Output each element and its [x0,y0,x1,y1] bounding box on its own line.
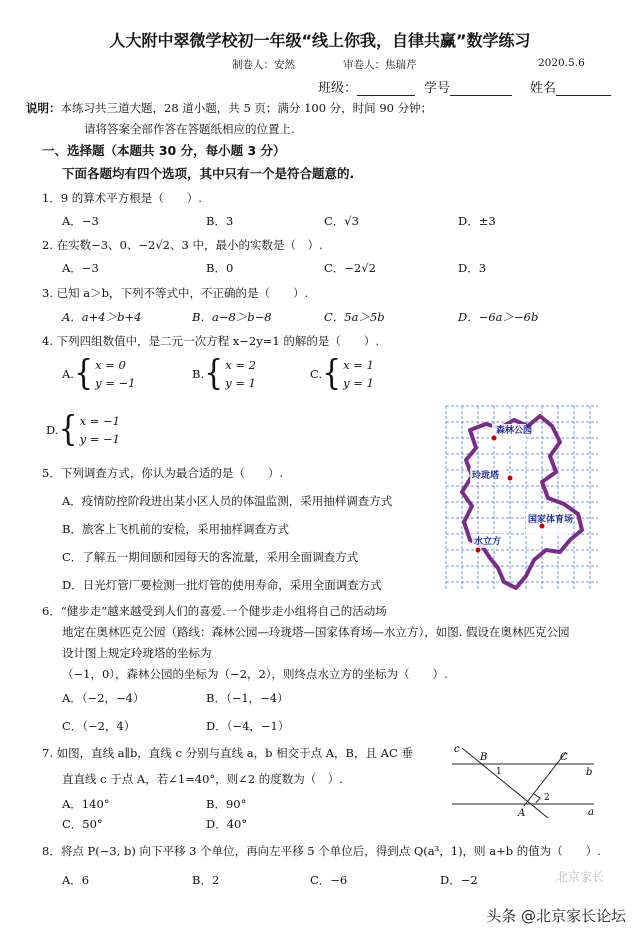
label-b: b [586,767,593,778]
id-blank [450,83,512,96]
name-label: 姓名 [530,81,557,96]
line-c [462,748,548,818]
name-blank [556,83,611,96]
id-field [424,77,512,96]
q4-option-a: A. { x = 0 y = −1 [62,353,136,394]
question-7-stem-line2: 直直线 c 于点 A，若∠1=40°，则∠2 的度数为（ ）. [62,772,343,786]
id-label: 学号 [424,81,451,96]
class-field [318,77,415,96]
label-A: A [518,808,526,818]
forest-park-marker [492,436,497,441]
q8-option-b: B．2 [192,873,220,887]
q5-option-a: A．疫情防控阶段进出某小区人员的体温监测，采用抽样调查方式 [62,494,393,508]
water-cube-marker [476,548,481,553]
q8-option-d: D．−2 [440,873,478,887]
q1-option-b: B．3 [206,214,234,228]
name-field [530,77,611,96]
q8-option-a: A．6 [62,873,90,887]
class-label: 班级： [318,81,358,96]
q7-option-b: B．90° [206,797,247,811]
question-7-stem-line1: 7. 如图，直线 a∥b，直线 c 分别与直线 a，b 相交于点 A，B，且 AC 垂 [42,746,413,760]
q5-option-d: D．日光灯管厂要检测一批灯管的使用寿命，采用全面调查方式 [62,578,382,592]
label-c: c [454,744,460,755]
q6-option-b: B．（−1，−4） [206,691,289,705]
q1-option-d: D．±3 [458,214,496,228]
question-8-stem: 8．将点 P(−3, b) 向下平移 3 个单位，再向左平移 5 个单位后，得到点 Q(a³，1)，则 a+b 的值为（ ）. [42,844,601,858]
parallel-lines-figure [448,742,598,818]
label-a: a [588,807,594,818]
q7-option-d: D．40° [206,817,248,831]
watermark: 头条 @北京家长论坛 [486,907,626,925]
question-6-stem-line3: 设计图上规定玲珑塔的坐标为 [62,646,212,660]
question-1-stem: 1．9 的算术平方根是（ ）. [42,191,202,205]
q3-option-a: A．a+4＞b+4 [62,310,142,324]
label-C: C [560,752,568,763]
class-blank [357,83,415,96]
q7-option-c: C．50° [62,817,103,831]
notes-label: 说明： [26,101,61,115]
notes-line2: 请将答案全部作答在答题纸相应的位置上. [84,122,295,136]
tower-label: 玲珑塔 [472,471,500,481]
question-5-stem: 5．下列调查方式，你认为最合适的是（ ）. [42,466,283,480]
question-2-stem: 2. 在实数−3、0、−2√2、3 中，最小的实数是（ ）. [42,238,323,252]
question-4-stem: 4. 下列四组数值中，是二元一次方程 x−2y=1 的解的是（ ）. [42,334,379,348]
question-3-stem: 3. 已知 a＞b，下列不等式中，不正确的是（ ）. [42,286,309,300]
q6-option-a: A．（−2，−4） [62,691,145,705]
faded-corner-mark: 北京家长 [556,870,605,884]
q7-option-a: A．140° [62,797,110,811]
water-cube-label: 水立方 [474,537,502,547]
question-6-stem-line2: 地定在奥林匹克公园（路线：森林公园—玲珑塔—国家体育场—水立方），如图. 假设在奥林匹克公园 [62,625,570,639]
q3-option-b: B．a−8＞b−8 [192,310,272,324]
q2-option-d: D．3 [458,261,487,275]
reviewer-text: 审卷人：焦瑞芹 [343,59,417,71]
date-text: 2020.5.6 [538,57,585,69]
q6-option-d: D．（−4，−1） [206,719,290,733]
q1-option-a: A．−3 [62,214,99,228]
q2-option-c: C．−2√2 [324,261,376,275]
q8-option-c: C．−6 [310,873,348,887]
brace-icon: { [58,409,78,450]
section-instruction: 下面各题均有四个选项，其中只有一个是符合题意的. [62,166,355,181]
q3-option-c: C．5a＞5b [324,310,385,324]
question-6-stem-line4: （−1，0），森林公园的坐标为（−2，2），则终点水立方的坐标为（ ）. [62,667,448,681]
q4-option-d: D. { x = −1 y = −1 [46,409,120,450]
q4-option-c: C. { x = 1 y = 1 [310,353,374,394]
park-map-figure [442,402,602,594]
stadium-label: 国家体育场 [528,515,574,525]
section-heading: 一、选择题（本题共 30 分，每小题 3 分） [42,143,286,158]
brace-icon: { [322,353,342,394]
notes-line1: 说明：本练习共三道大题，28 道小题，共 5 页；满分 100 分，时间 90 分钟； [26,101,433,115]
brace-icon: { [204,353,224,394]
maker-text: 制卷人：安然 [232,59,295,71]
forest-park-label: 森林公园 [496,426,533,436]
q2-option-b: B．0 [206,261,234,275]
question-6-stem-line1: 6．“健步走”越来越受到人们的喜爱.一个健步走小组将自己的活动场 [42,604,387,618]
label-B: B [480,752,488,763]
tower-marker [508,476,513,481]
angle-2-label: 2 [544,793,550,803]
q5-option-b: B．旅客上飞机前的安检，采用抽样调查方式 [62,522,289,536]
q5-option-c: C．了解五一期间颐和园每天的客流量，采用全面调查方式 [62,550,359,564]
page-title: 人大附中翠微学校初一年级“线上你我，自律共赢”数学练习 [109,31,531,50]
q3-option-d: D．−6a＞−6b [458,310,539,324]
q1-option-c: C．√3 [324,214,359,228]
brace-icon: { [73,353,94,394]
q4-option-b: B. { x = 2 y = 1 [192,353,256,394]
q6-option-c: C．（−2，4） [62,719,136,733]
angle-1-label: 1 [496,767,502,777]
q2-option-a: A．−3 [62,261,99,275]
